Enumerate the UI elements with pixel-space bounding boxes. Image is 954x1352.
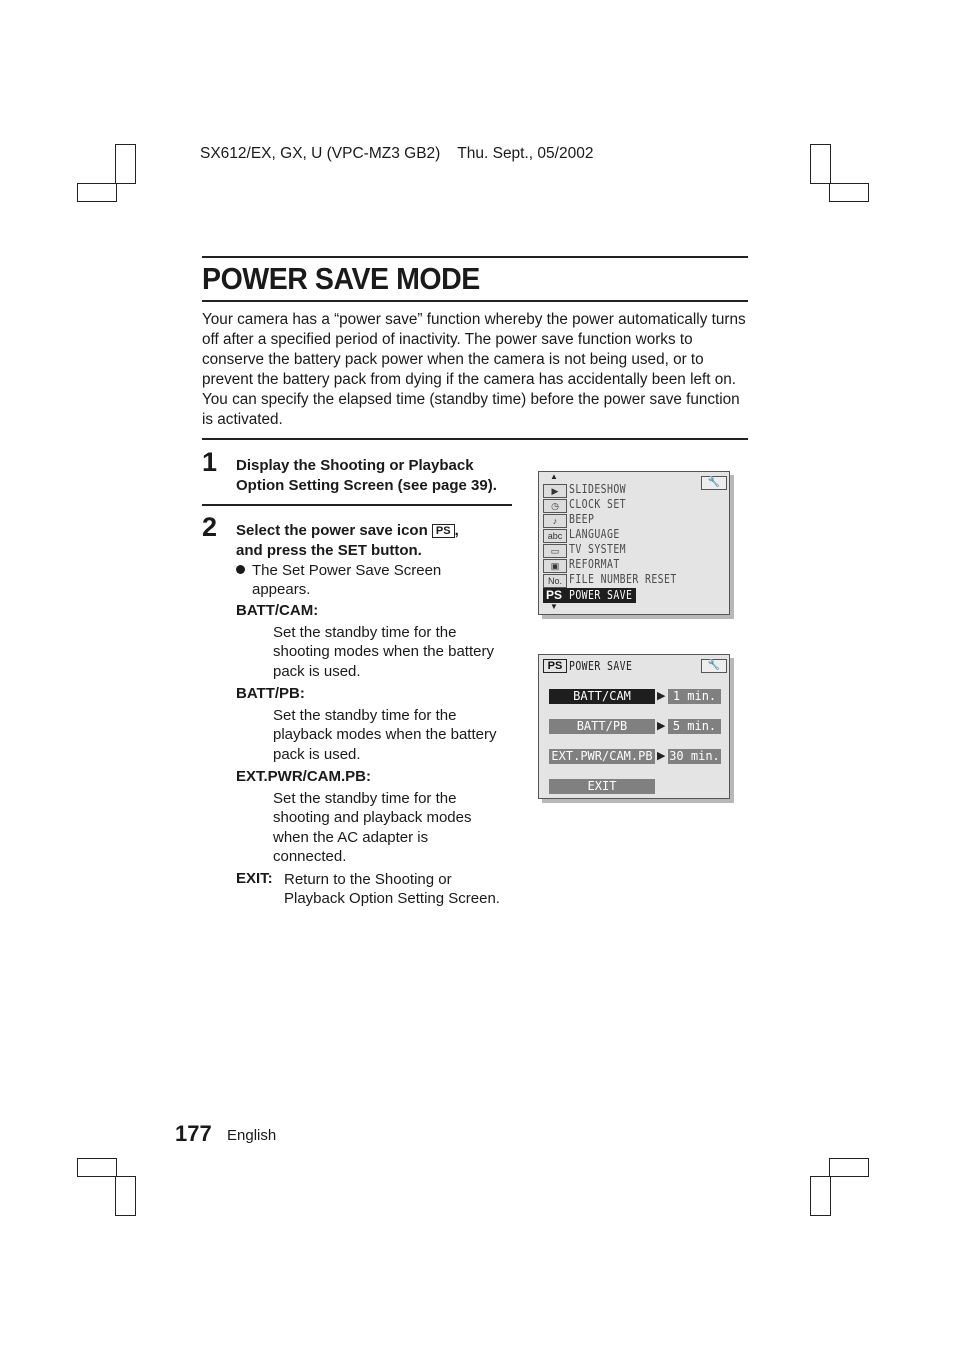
bell-icon: ♪	[543, 514, 567, 528]
wrench-icon: 🔧	[701, 476, 727, 490]
step-rule	[202, 504, 512, 506]
scroll-down-icon: ▼	[550, 602, 558, 611]
date-text: Thu. Sept., 05/2002	[457, 145, 594, 162]
batt-cam-value: 1 min.	[668, 689, 721, 704]
crop-mark	[77, 1158, 117, 1177]
option-setting-screen	[538, 471, 730, 615]
ext-pwr-label: EXT.PWR/CAM.PB:	[236, 768, 371, 785]
language-label: English	[227, 1127, 277, 1144]
crop-mark	[829, 1158, 869, 1177]
arrow-right-icon: ▶	[657, 720, 666, 732]
arrow-right-icon: ▶	[657, 750, 666, 762]
power-save-selected-icon: PS	[546, 588, 563, 602]
arrow-right-icon: ▶	[657, 690, 666, 702]
slideshow-icon: ▶	[543, 484, 567, 498]
power-save-title-icon: PS	[543, 659, 567, 673]
bullet-text: The Set Power Save Screen appears.	[252, 562, 442, 599]
bullet-icon	[236, 565, 245, 574]
file-number-icon: No.	[543, 574, 567, 588]
crop-mark	[829, 183, 869, 202]
menu-item-tv-system: TV SYSTEM	[569, 542, 627, 556]
power-save-icon: PS	[432, 524, 455, 538]
menu-item-power-save: POWER SAVE	[569, 588, 633, 602]
menu-item-beep: BEEP	[569, 512, 595, 526]
crop-mark	[115, 144, 136, 184]
batt-cam-desc: Set the standby time for the shooting modes when the battery pack is used.	[273, 624, 494, 680]
crop-mark	[115, 1176, 136, 1216]
step-2-text-b: ,	[454, 522, 459, 539]
menu-item-clock-set: CLOCK SET	[569, 497, 627, 511]
batt-pb-label: BATT/PB:	[236, 685, 305, 702]
reformat-icon: ▣	[543, 559, 567, 573]
batt-cam-option: BATT/CAM	[549, 689, 655, 704]
step-number-1: 1	[202, 447, 218, 477]
crop-mark	[77, 183, 117, 202]
exit-option: EXIT	[549, 779, 655, 794]
ext-pwr-desc: Set the standby time for the shooting and playback modes when the AC adapter is connected.	[273, 790, 472, 865]
batt-pb-value: 5 min.	[668, 719, 721, 734]
step-1-text: Display the Shooting or Playback Option Setting Screen (see page 39).	[236, 457, 497, 494]
power-save-screen	[538, 654, 730, 799]
title-rule-bottom	[202, 300, 748, 302]
exit-desc: Return to the Shooting or Playback Option Setting Screen.	[284, 871, 500, 908]
section-rule	[202, 438, 748, 440]
batt-pb-option: BATT/PB	[549, 719, 655, 734]
model-text: SX612/EX, GX, U (VPC-MZ3 GB2)	[200, 145, 441, 162]
batt-cam-label: BATT/CAM:	[236, 602, 319, 619]
step-2-text-c: and press the SET button.	[236, 541, 422, 559]
print-header	[200, 145, 593, 163]
crop-mark	[810, 1176, 831, 1216]
intro-paragraph: Your camera has a “power save” function whereby the power automatically turns off after a specified period of inactivity. The power save function works to conserve the battery pack power when the camera is not being used, or to prevent the battery pack from dying if the camera has accidentally been left on. You can specify the elapsed time (standby time) before the power save function is activated.	[202, 311, 746, 428]
page-title: POWER SAVE MODE	[202, 261, 480, 296]
ext-pwr-option: EXT.PWR/CAM.PB	[549, 749, 655, 764]
batt-pb-desc: Set the standby time for the playback modes when the battery pack is used.	[273, 707, 497, 763]
title-rule-top	[202, 256, 748, 258]
power-save-title: POWER SAVE	[569, 659, 633, 673]
menu-item-file-number-reset: FILE NUMBER RESET	[569, 572, 677, 586]
clock-icon: ◷	[543, 499, 567, 513]
scroll-up-icon: ▲	[550, 472, 558, 481]
ext-pwr-value: 30 min.	[669, 749, 720, 763]
crop-mark	[810, 144, 831, 184]
language-icon: abc	[543, 529, 567, 543]
menu-item-slideshow: SLIDESHOW	[569, 482, 627, 496]
menu-item-language: LANGUAGE	[569, 527, 620, 541]
menu-item-reformat: REFORMAT	[569, 557, 620, 571]
step-2-text-a: Select the power save icon	[236, 522, 428, 539]
step-number-2: 2	[202, 512, 218, 542]
exit-label: EXIT:	[236, 870, 273, 887]
step-2-text	[236, 521, 516, 560]
wrench-icon: 🔧	[701, 659, 727, 673]
page-number: 177	[175, 1121, 212, 1146]
tv-icon: ▭	[543, 544, 567, 558]
